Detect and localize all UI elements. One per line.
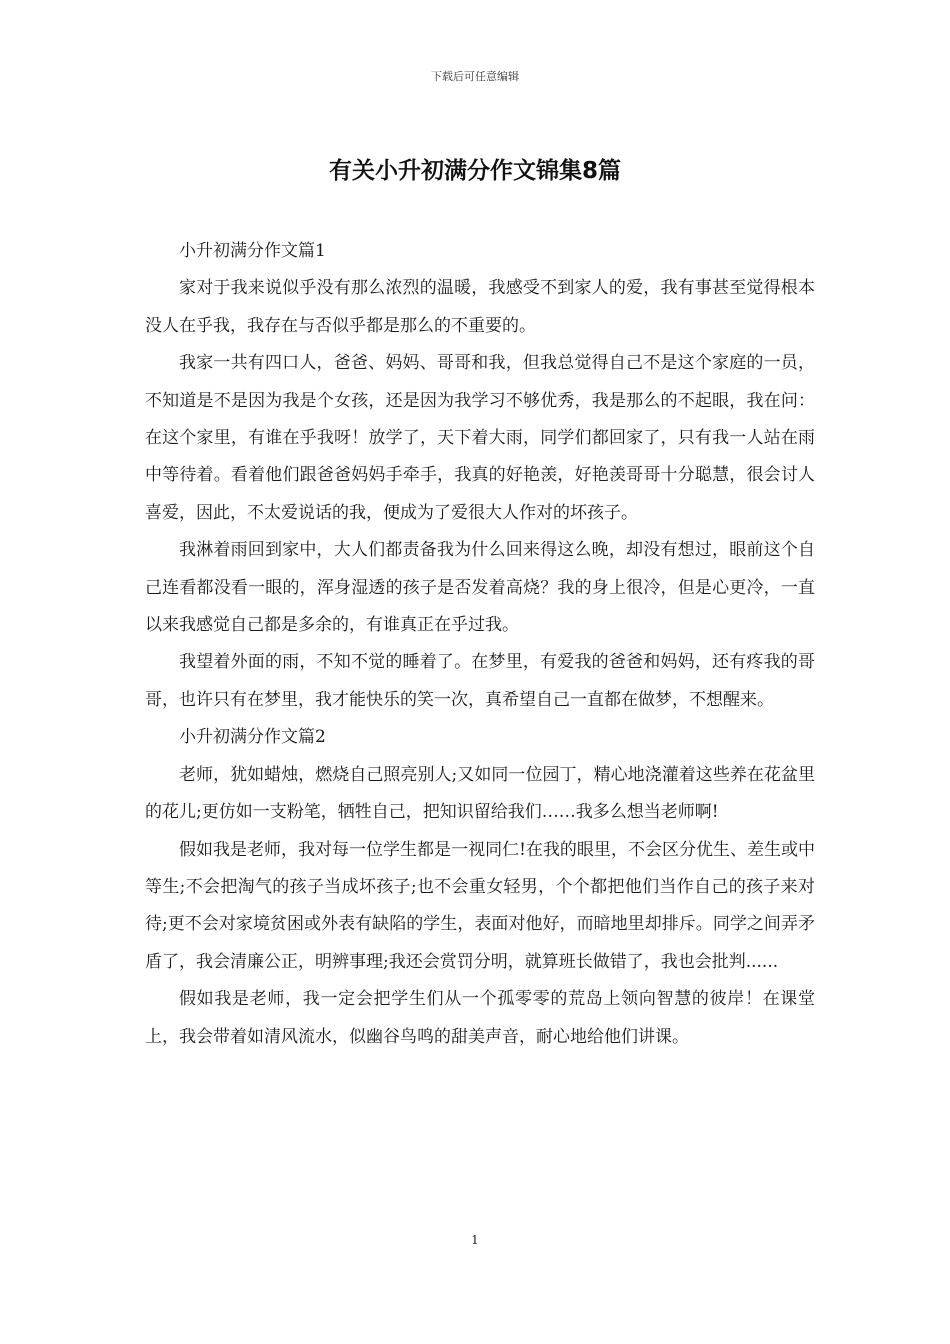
section-heading: 小升初满分作文篇1 <box>179 241 326 261</box>
document-body <box>145 233 815 1056</box>
paragraph: 假如我是老师，我一定会把学生们从一个孤零零的荒岛上领向智慧的彼岸！在课堂上，我会带着如清风流水，似幽谷鸟鸣的甜美声音，耐心地给他们讲课。 <box>145 989 815 1047</box>
paragraph: 家对于我来说似乎没有那么浓烈的温暖，我感受不到家人的爱，我有事甚至觉得根本没人在乎我，我存在与否似乎都是那么的不重要的。 <box>145 278 815 336</box>
header-note: 下载后可任意编辑 <box>431 70 519 83</box>
paragraph: 我望着外面的雨，不知不觉的睡着了。在梦里，有爱我的爸爸和妈妈，还有疼我的哥哥，也许只有在梦里，我才能快乐的笑一次，真希望自己一直都在做梦，不想醒来。 <box>145 652 815 710</box>
paragraph: 老师，犹如蜡烛，燃烧自己照亮别人;又如同一位园丁，精心地浇灌着这些养在花盆里的花儿;更仿如一支粉笔，牺牲自己，把知识留给我们……我多么想当老师啊! <box>145 764 815 823</box>
paragraph: 我淋着雨回到家中，大人们都责备我为什么回来得这么晚，却没有想过，眼前这个自己连看都没看一眼的，浑身湿透的孩子是否发着高烧？我的身上很冷，但是心更冷，一直以来我感觉自己都是多余的，有谁真正在乎过我。 <box>145 540 815 636</box>
paragraph: 假如我是老师，我对每一位学生都是一视同仁!在我的眼里，不会区分优生、差生或中等生;不会把淘气的孩子当成坏孩子;也不会重女轻男，个个都把他们当作自己的孩子来对待;更不会对家境贫困或外表有缺陷的学生，表面对他好，而暗地里却排斥。同学之间弄矛盾了，我会清廉公正，明辨事理;我还会赏罚分明，就算班长做错了，我也会批判...... <box>145 839 815 972</box>
page-number: 1 <box>471 1233 479 1247</box>
paragraph: 我家一共有四口人，爸爸、妈妈、哥哥和我，但我总觉得自己不是这个家庭的一员，不知道是不是因为我是个女孩，还是因为我学习不够优秀，我是那么的不起眼，我在问：在这个家里，有谁在乎我呀！放学了，天下着大雨，同学们都回家了，只有我一人站在雨中等待着。看着他们跟爸爸妈妈手牵手，我真的好艳羡，好艳羡哥哥十分聪慧，很会讨人喜爱，因此，不太爱说话的我，便成为了爱很大人作对的坏孩子。 <box>145 353 815 523</box>
document-title: 有关小升初满分作文锦集8篇 <box>328 158 621 184</box>
section-heading: 小升初满分作文篇2 <box>179 727 326 748</box>
